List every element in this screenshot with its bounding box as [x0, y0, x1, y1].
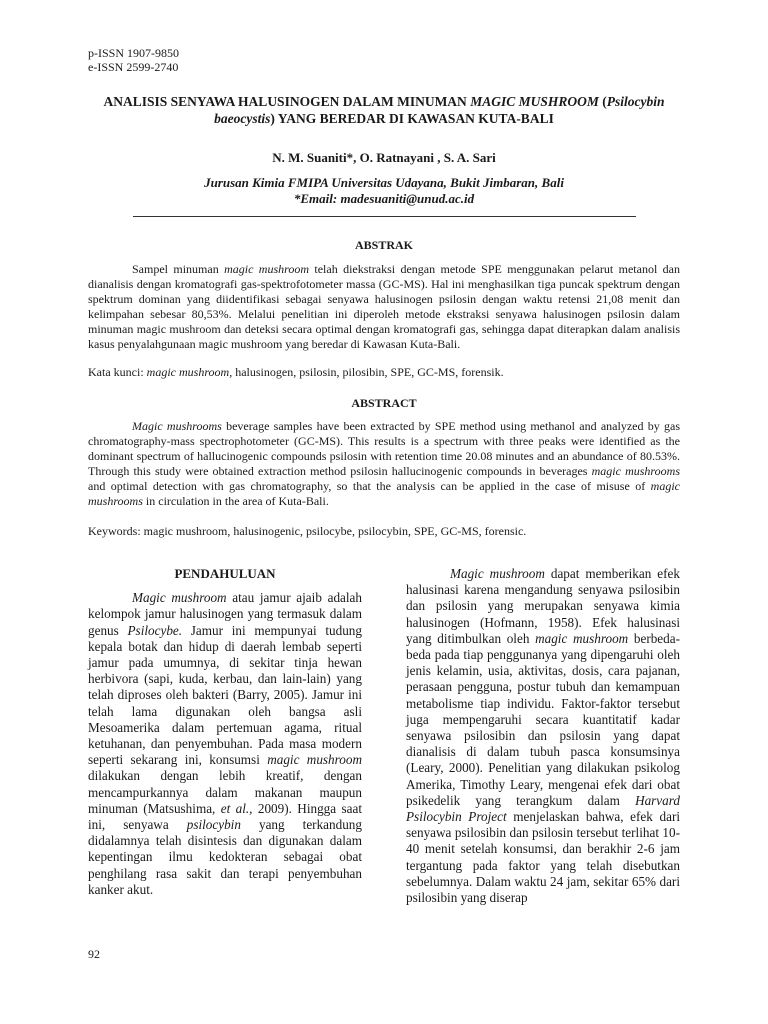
affiliation-email: *Email: madesuaniti@unud.ac.id	[293, 191, 475, 206]
eissn: e-ISSN 2599-2740	[88, 60, 179, 74]
authors: N. M. Suaniti*, O. Ratnayani , S. A. Sari	[272, 150, 496, 165]
pendahuluan-column	[88, 566, 362, 898]
right-column	[406, 566, 680, 906]
abstract-body: Magic mushrooms beverage samples have been extracted by SPE method using methanol and analyzed by gas chromatography-mass spectrophotometer (GC-MS). This results is a spectrum with three peaks were identified as the dominant spectrum of hallucinogenic compounds psilosin with retention time 20.08 minutes and an abundance of 80.53%. Through this study were obtained extraction method psilosin hallucinogenic compounds in beverages magic mushrooms and optimal detection with gas chromatography, so that the analysis can be applied in the case of misuse of magic mushrooms in circulation in the area of Kuta-Bali.	[88, 419, 680, 508]
right-paragraph: Magic mushroom dapat memberikan efek halusinasi karena mengandung senyawa psilosibin dan psilosin yang merupakan senyawa kimia halusinogen (Hofmann, 1958). Efek halusinasi yang ditimbulkan oleh magic mushroom berbeda-beda pada tiap penggunanya yang dipengaruhi oleh jenis kelamin, usia, aktivitas, dosis, cara pajanan, perasaan pengguna, postur tubuh dan kemampuan metabolisme tiap individu. Faktor-faktor tersebut juga mempengaruhi secara kuantitatif kadar senyawa psilosibin dan psilosin yang dapat dianalisis di dalam tubuh pasca konsumsinya (Leary, 2000). Penelitian yang dilakukan psikolog Amerika, Timothy Leary, mengenai efek dari obat psikedelik yang terangkum dalam Harvard Psilocybin Project menjelaskan bahwa, efek dari senyawa psilosibin dan psilosin tersebut terlihat 10-40 menit setelah konsumsi, dan berakhir 2-6 jam tergantung pada faktor yang telah disebutkan sebelumnya. Dalam waktu 24 jam, sekitar 65% dari psilosibin yang diserap	[406, 566, 680, 906]
affiliation-institution: Jurusan Kimia FMIPA Universitas Udayana, Bukit Jimbaran, Bali	[204, 175, 564, 190]
issn-block	[88, 46, 179, 74]
pendahuluan-heading: PENDAHULUAN	[174, 566, 276, 581]
abstrak-body: Sampel minuman magic mushroom telah diekstraksi dengan metode SPE menggunakan pelarut metanol dan dianalisis dengan kromatografi gas-spektrofotometer massa (GC-MS). Hal ini menghasilkan tiga puncak spektrum dengan spektrum dominan yang diidentifikasi sebagai senyawa halusinogen psilosin dengan waktu retensi 21,08 menit dan kelimpahan sebesar 80,53%. Melalui penelitian ini diperoleh metode ekstraksi senyawa halusinogen psilosin dalam minuman magic mushroom dan deteksi secara optimal dengan kromatografi gas, sehingga dapat diterapkan dalam analisis kasus penyalahgunaan magic mushroom yang beredar di Kawasan Kuta-Bali.	[88, 262, 680, 351]
page-number: 92	[88, 947, 100, 961]
abstract-heading: ABSTRACT	[351, 396, 417, 410]
paper-title: ANALISIS SENYAWA HALUSINOGEN DALAM MINUMAN MAGIC MUSHROOM (Psilocybin baeocystis) YANG BEREDAR DI KAWASAN KUTA-BALI	[103, 94, 665, 126]
pendahuluan-paragraph: Magic mushroom atau jamur ajaib adalah kelompok jamur halusinogen yang termasuk dalam genus Psilocybe. Jamur ini mempunyai tudung kepala botak dan hidup di daerah lembab seperti jamur pada umumnya, di sekitar tinja hewan herbivora (sapi, kuda, kerbau, dan lain-lain) yang telah diproses oleh bakteri (Barry, 2005). Jamur ini telah lama digunakan oleh bangsa asli Mesoamerika dalam pertemuan agama, ritual ketuhanan, dan penyembuhan. Pada masa modern seperti sekarang ini, konsumsi magic mushroom dilakukan dengan lebih kreatif, dengan mencampurkannya dalam makanan maupun minuman (Matsushima, et al., 2009). Hingga saat ini, senyawa psilocybin yang terkandung didalamnya telah disintesis dan digunakan dalam kepentingan ilmu kedokteran sebagai obat penghilang rasa sakit dan terapi penyembuhan kanker akut.	[88, 590, 363, 897]
affiliation	[80, 175, 688, 207]
keywords: Keywords: magic mushroom, halusinogenic, psilocybe, psilocybin, SPE, GC-MS, forensic.	[88, 524, 527, 538]
abstrak-heading: ABSTRAK	[354, 238, 413, 252]
header-divider	[133, 216, 636, 217]
pissn: p-ISSN 1907-9850	[88, 46, 180, 60]
kata-kunci: Kata kunci: magic mushroom, halusinogen, psilosin, pilosibin, SPE, GC-MS, forensik.	[88, 365, 504, 379]
